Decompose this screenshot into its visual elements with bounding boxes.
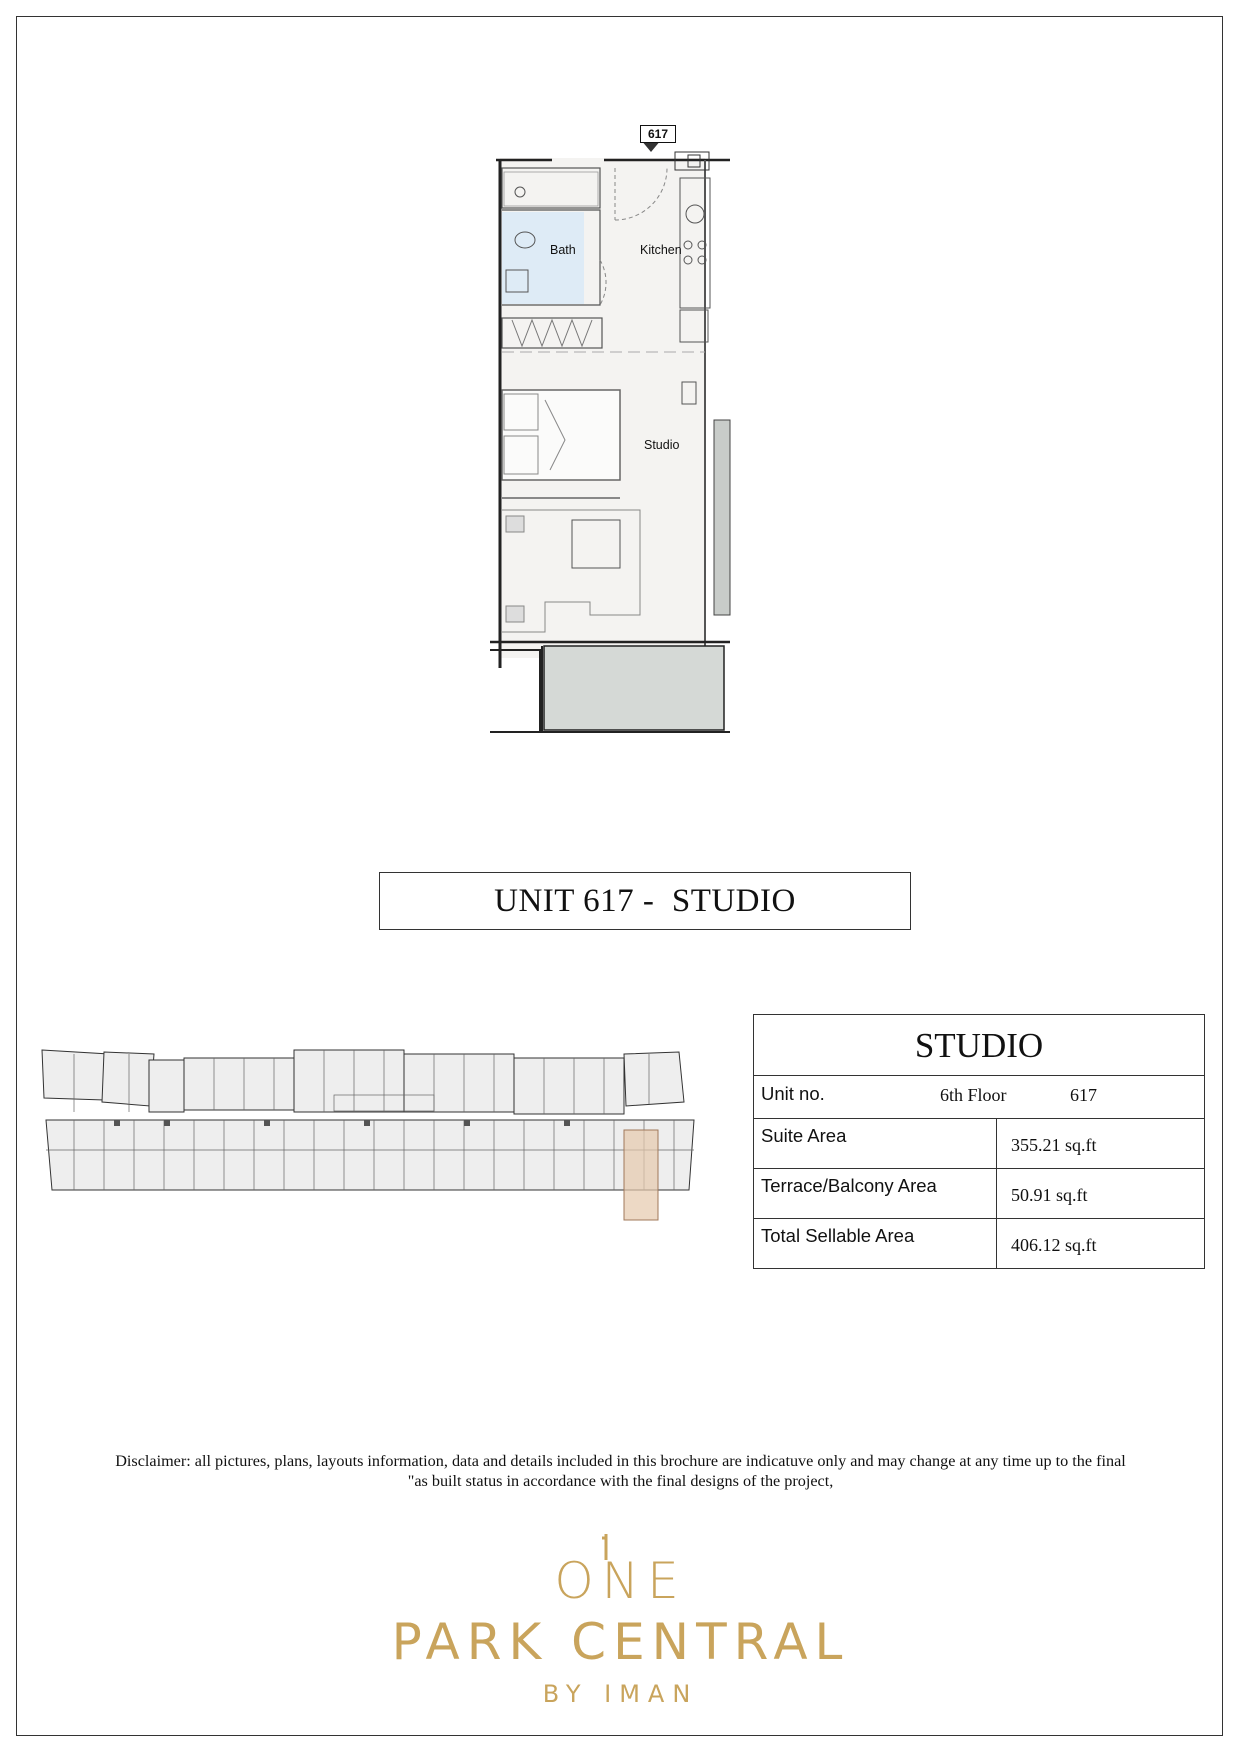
logo-line-one: ONE xyxy=(554,1552,687,1610)
unit-title: UNIT 617 - STUDIO xyxy=(379,872,911,930)
disclaimer-line-2: "as built status in accordance with the final designs of the project, xyxy=(407,1472,834,1490)
unit-info-table xyxy=(753,1014,1205,1269)
floor-value: 6th Floor xyxy=(940,1085,1007,1105)
building-key-plan xyxy=(34,1040,734,1225)
table-row xyxy=(754,1119,1205,1169)
terrace-area-value: 50.91 sq.ft xyxy=(997,1169,1205,1219)
total-area-label: Total Sellable Area xyxy=(754,1219,997,1269)
unit-number-row xyxy=(754,1076,1205,1119)
room-label-bath: Bath xyxy=(550,243,576,257)
disclaimer xyxy=(60,1451,1181,1491)
suite-area-label: Suite Area xyxy=(754,1119,997,1169)
suite-area-value: 355.21 sq.ft xyxy=(997,1119,1205,1169)
room-label-studio: Studio xyxy=(644,438,680,452)
unit-number-tag: 617 xyxy=(640,125,676,143)
logo-line-by-iman: BY IMAN xyxy=(542,1680,699,1708)
disclaimer-line-1: Disclaimer: all pictures, plans, layouts information, data and details included in this brochure are indicatuve only and may change at any time up to the final xyxy=(115,1452,1126,1470)
unit-no-label: Unit no. xyxy=(761,1083,825,1104)
table-row xyxy=(754,1219,1205,1269)
info-table-header: STUDIO xyxy=(754,1015,1205,1076)
terrace-area-label: Terrace/Balcony Area xyxy=(754,1169,997,1219)
logo-line-park-central: PARK CENTRAL xyxy=(391,1613,850,1671)
total-area-value: 406.12 sq.ft xyxy=(997,1219,1205,1269)
table-row xyxy=(754,1169,1205,1219)
room-label-kitchen: Kitchen xyxy=(640,243,682,257)
one-park-central-logo xyxy=(340,1530,901,1710)
unit-floor-plan xyxy=(490,120,740,750)
unit-no-value: 617 xyxy=(1070,1085,1097,1105)
